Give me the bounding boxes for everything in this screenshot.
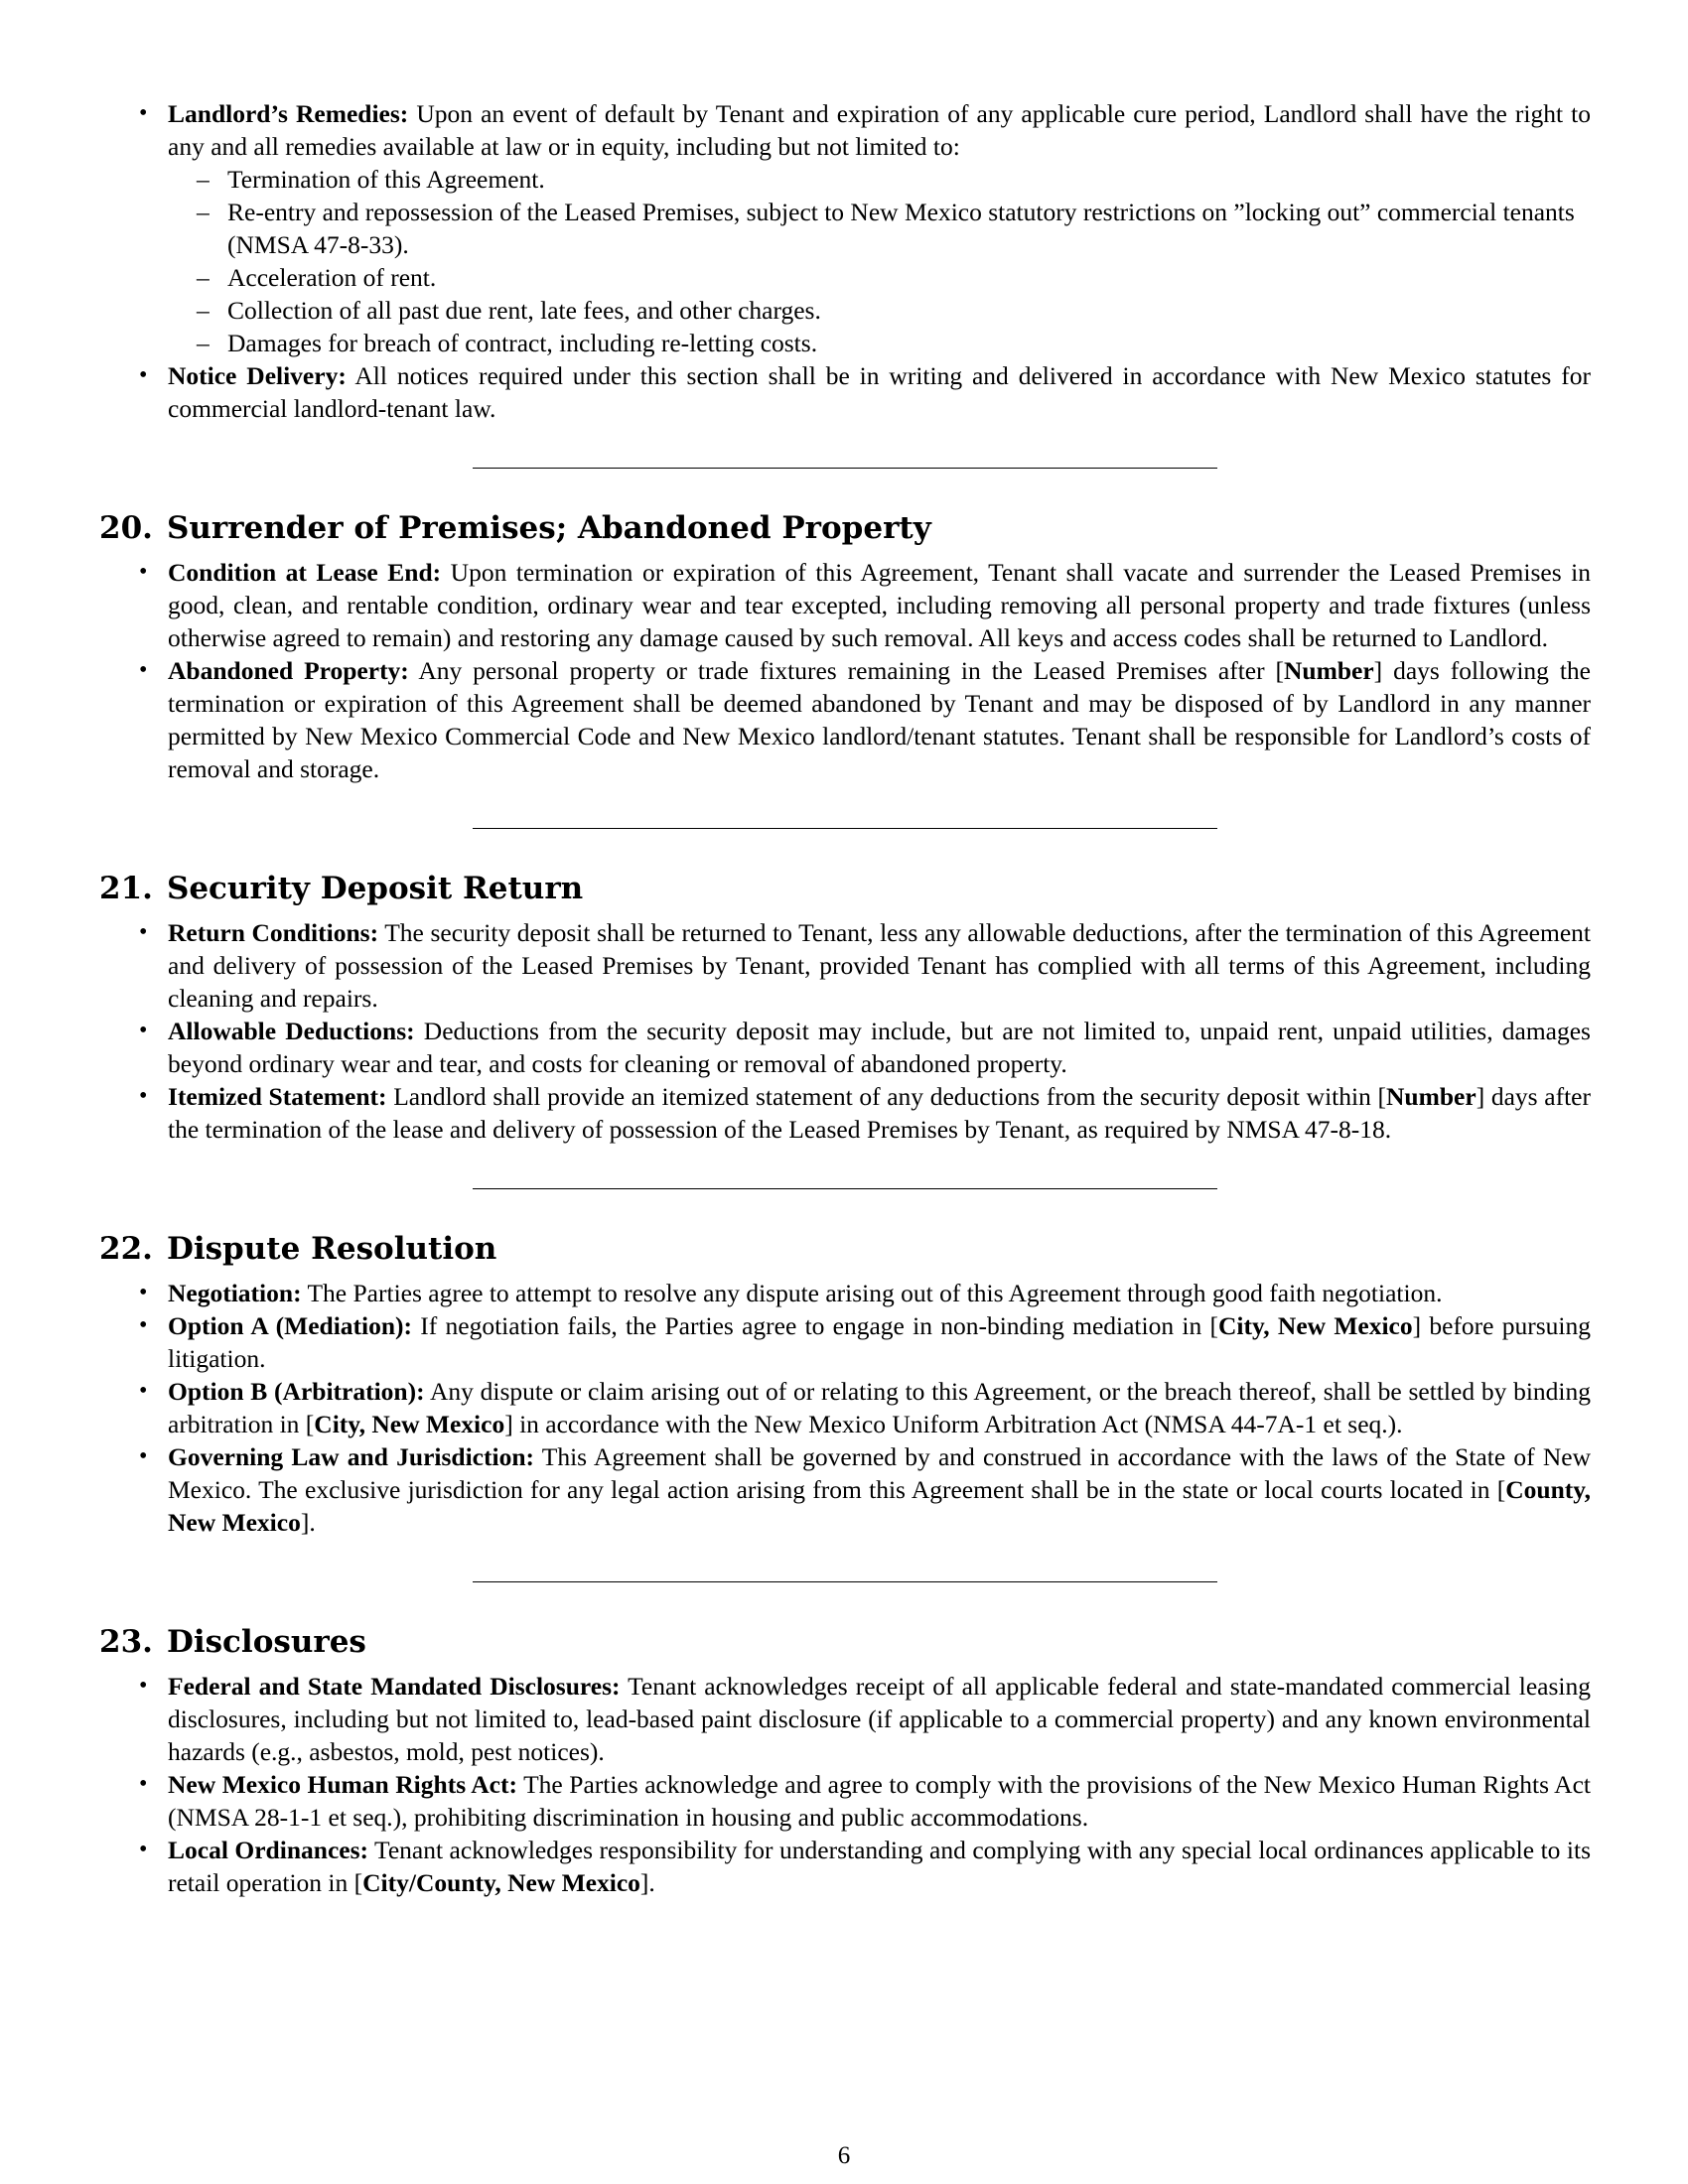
item-label: Negotiation: xyxy=(168,1279,302,1307)
item-label: Abandoned Property: xyxy=(168,656,409,685)
item-label: Governing Law and Jurisdiction: xyxy=(168,1442,534,1471)
item-label: Notice Delivery: xyxy=(168,361,347,390)
list-item xyxy=(99,1080,1591,1146)
item-label: Federal and State Mandated Disclosures: xyxy=(168,1672,621,1701)
item-text: ] before pursuing litigation. xyxy=(168,1311,1591,1373)
list-item xyxy=(99,1277,1591,1309)
item-label: Option B (Arbitration): xyxy=(168,1377,425,1406)
page-number: 6 xyxy=(837,2142,851,2169)
placeholder-field: Number xyxy=(1386,1082,1477,1111)
section-20-list xyxy=(99,556,1591,785)
list-item xyxy=(99,1834,1591,1899)
item-text: ]. xyxy=(639,1868,655,1897)
section-20-heading xyxy=(99,508,1591,548)
section-divider xyxy=(473,1581,1217,1582)
section-19-list xyxy=(99,97,1591,425)
section-21-list xyxy=(99,916,1591,1146)
list-item xyxy=(99,1309,1591,1375)
list-item xyxy=(99,97,1591,359)
remedies-sublist xyxy=(168,163,1591,359)
placeholder-field: County, New Mexico xyxy=(168,1475,1591,1537)
placeholder-field: Number xyxy=(1284,656,1374,685)
sub-list-item: – Termination of this Agreement. xyxy=(168,163,1591,196)
item-text: The Parties acknowledge and agree to comply with the provisions of the New Mexico Human Rights Act (NMSA 28-1-1 et seq.), prohibiting discrimination in housing and public accommodations. xyxy=(168,1770,1591,1832)
section-divider xyxy=(473,468,1217,469)
item-label: Allowable Deductions: xyxy=(168,1017,415,1045)
item-text: ] days after the termination of the lease and delivery of possession of the Leased Premises by Tenant, as required by NMSA 47-8-18. xyxy=(168,1082,1591,1144)
item-text: ]. xyxy=(300,1508,316,1537)
item-text: The Parties agree to attempt to resolve any dispute arising out of this Agreement through good faith negotiation. xyxy=(301,1279,1443,1307)
section-23-list xyxy=(99,1670,1591,1899)
item-text: Tenant acknowledges responsibility for understanding and complying with any special local ordinances applicable to its retail operation in [ xyxy=(168,1836,1592,1897)
item-text: Upon termination or expiration of this Agreement, Tenant shall vacate and surrender the Leased Premises in good, clean, and rentable condition, ordinary wear and tear excepted, including removing all personal property and trade fixtures (unless otherwise agreed to remain) and restoring any damage caused by such removal. All keys and access codes shall be returned to Landlord. xyxy=(168,558,1591,652)
section-divider xyxy=(473,828,1217,829)
placeholder-field: City/County, New Mexico xyxy=(362,1868,640,1897)
list-item xyxy=(99,1768,1591,1834)
item-label: New Mexico Human Rights Act: xyxy=(168,1770,517,1799)
section-title: Dispute Resolution xyxy=(166,1231,497,1267)
item-label: Condition at Lease End: xyxy=(168,558,442,587)
item-text: If negotiation fails, the Parties agree to engage in non-binding mediation in [ xyxy=(412,1311,1218,1340)
item-label: Landlord’s Remedies: xyxy=(168,99,409,128)
item-text: ] days following the termination or expiration of this Agreement shall be deemed abandoned by Tenant and may be disposed of by Landlord in any manner permitted by New Mexico Commercial Code and New Mexico landlord/tenant statutes. Tenant shall be responsible for Landlord’s costs of removal and storage. xyxy=(168,656,1591,783)
section-22-list xyxy=(99,1277,1591,1539)
item-label: Option A (Mediation): xyxy=(168,1311,413,1340)
section-number: 20. xyxy=(99,510,153,546)
section-23-heading xyxy=(99,1622,1591,1662)
item-label: Itemized Statement: xyxy=(168,1082,387,1111)
sub-list-item: – Collection of all past due rent, late fees, and other charges. xyxy=(168,294,1591,327)
list-item xyxy=(99,916,1591,1015)
list-item xyxy=(99,1015,1591,1080)
list-item xyxy=(99,1670,1591,1768)
section-title: Security Deposit Return xyxy=(166,871,584,906)
item-text: Tenant acknowledges receipt of all applicable federal and state-mandated commercial leasing disclosures, including but not limited to, lead-based paint disclosure (if applicable to a commercial property) and any known environmental hazards (e.g., asbestos, mold, pest notices). xyxy=(168,1672,1591,1766)
item-text: The security deposit shall be returned to Tenant, less any allowable deductions, after the termination of this Agreement and delivery of possession of the Leased Premises by Tenant, provided Tenant has complied with all terms of this Agreement, including cleaning and repairs. xyxy=(168,918,1591,1013)
placeholder-field: City, New Mexico xyxy=(314,1410,505,1438)
placeholder-field: City, New Mexico xyxy=(1217,1311,1413,1340)
item-text: Any dispute or claim arising out of or relating to this Agreement, or the breach thereof, shall be settled by binding arbitration in [ xyxy=(168,1377,1592,1438)
section-21-heading xyxy=(99,869,1591,908)
item-text: Any personal property or trade fixtures remaining in the Leased Premises after [ xyxy=(408,656,1284,685)
section-22-heading xyxy=(99,1229,1591,1269)
sub-list-item: – Damages for breach of contract, including re-letting costs. xyxy=(168,327,1591,359)
item-label: Return Conditions: xyxy=(168,918,379,947)
document-body xyxy=(99,97,1591,1899)
list-item xyxy=(99,1440,1591,1539)
item-text: Landlord shall provide an itemized statement of any deductions from the security deposit within [ xyxy=(386,1082,1387,1111)
item-text: All notices required under this section shall be in writing and delivered in accordance with New Mexico statutes for commercial landlord-tenant law. xyxy=(168,361,1591,423)
list-item xyxy=(99,1375,1591,1440)
list-item xyxy=(99,556,1591,654)
item-text: ] in accordance with the New Mexico Uniform Arbitration Act (NMSA 44-7A-1 et seq.). xyxy=(504,1410,1403,1438)
item-text: Upon an event of default by Tenant and expiration of any applicable cure period, Landlord shall have the right to any and all remedies available at law or in equity, including but not limited to: xyxy=(168,99,1591,161)
item-text: Deductions from the security deposit may include, but are not limited to, unpaid rent, unpaid utilities, damages beyond ordinary wear and tear, and costs for cleaning or removal of abandoned property. xyxy=(168,1017,1591,1078)
section-number: 21. xyxy=(99,871,153,906)
list-item xyxy=(99,654,1591,785)
section-title: Disclosures xyxy=(166,1624,366,1660)
section-divider xyxy=(473,1188,1217,1189)
section-title: Surrender of Premises; Abandoned Property xyxy=(166,510,931,546)
list-item xyxy=(99,359,1591,425)
section-number: 22. xyxy=(99,1231,153,1267)
sub-list-item: – Acceleration of rent. xyxy=(168,261,1591,294)
item-text: This Agreement shall be governed by and construed in accordance with the laws of the State of New Mexico. The exclusive jurisdiction for any legal action arising from this Agreement shall be in the state or local courts located in [ xyxy=(168,1442,1591,1504)
sub-list-item: – Re-entry and repossession of the Leased Premises, subject to New Mexico statutory restrictions on ”locking out” commercial tenants (NMSA 47-8-33). xyxy=(168,196,1591,261)
item-label: Local Ordinances: xyxy=(168,1836,368,1864)
section-number: 23. xyxy=(99,1624,153,1660)
